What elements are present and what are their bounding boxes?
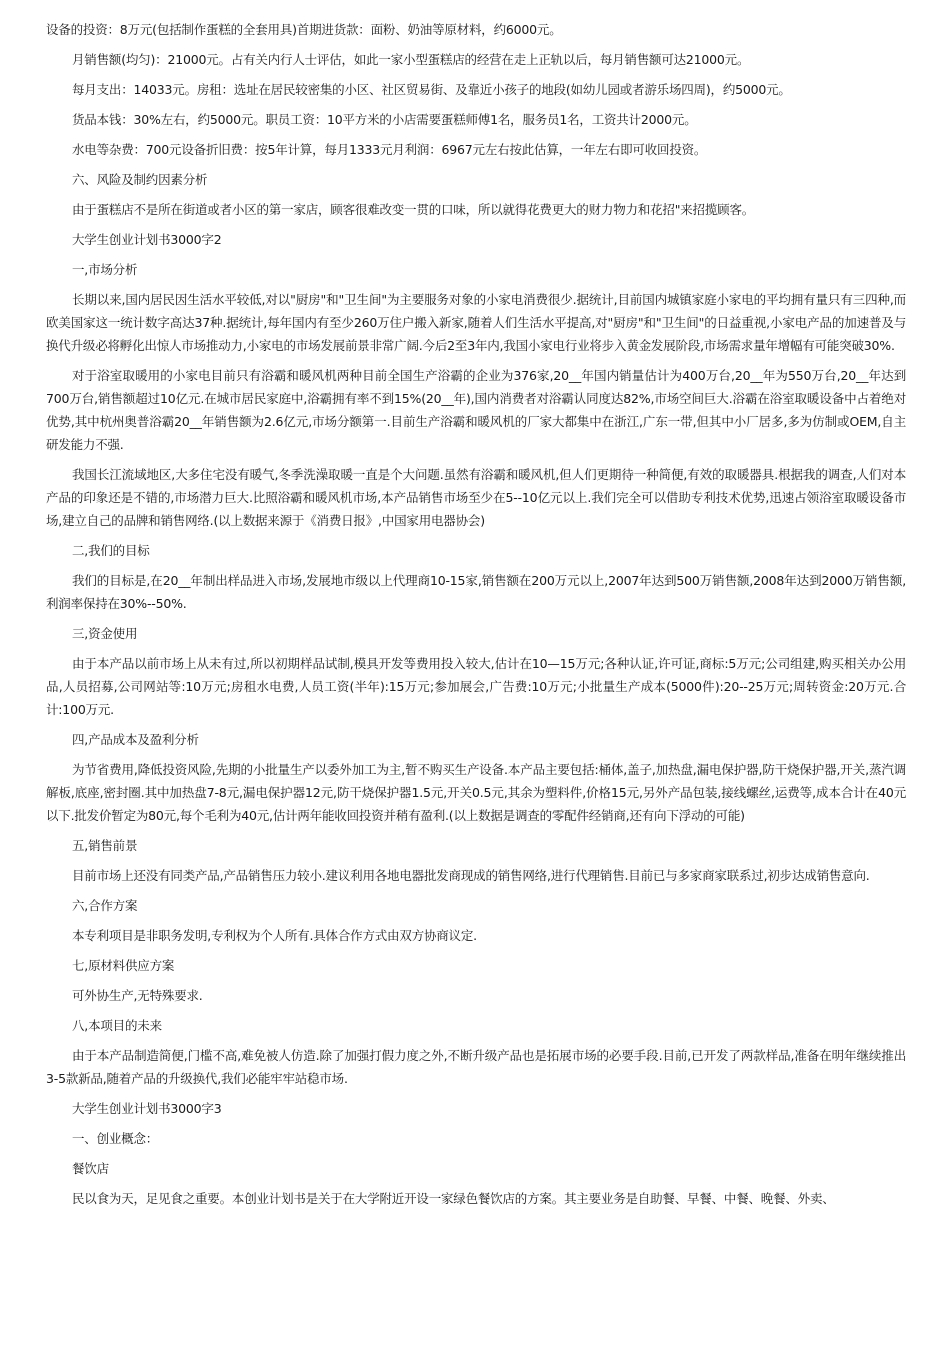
section-heading: 六、风险及制约因素分析 <box>72 172 208 187</box>
section-heading: 四,产品成本及盈利分析 <box>72 732 199 747</box>
paragraph: 对于浴室取暖用的小家电目前只有浴霸和暖风机两种目前全国生产浴霸的企业为376家,20__年国内销量估计为400万台,20__年为550万台,20__年达到700万台,销售额超过10亿元.在城市居民家庭中,浴霸拥有率不到15%(20__年),国内消费者对浴霸认同度达82%,市场空间巨大.浴霸在浴室取暖设备中占着绝对优势,其中杭州奥普浴霸20__年销售额为2.6亿元,市场分额第一.目前生产浴霸和暖风机的厂家大都集中在浙江,广东一带,但其中小厂居多,多为仿制或OEM,自主研发能力不强. <box>46 368 906 452</box>
section-heading: 大学生创业计划书3000字3 <box>72 1101 222 1116</box>
paragraph: 长期以来,国内居民因生活水平较低,对以"厨房"和"卫生间"为主要服务对象的小家电消费很少.据统计,目前国内城镇家庭小家电的平均拥有量只有三四种,而欧美国家这一统计数字高达37种.据统计,每年国内有至少260万住户搬入新家,随着人们生活水平提高,对"厨房"和"卫生间"的日益重视,小家电产品的加速普及与换代升级必将孵化出惊人市场推动力,小家电的市场发展前景非常广阔.今后2至3年内,我国小家电行业将步入黄金发展阶段,市场需求量年增幅有可能突破30%. <box>46 292 906 353</box>
paragraph: 设备的投资：8万元(包括制作蛋糕的全套用具)首期进货款：面粉、奶油等原材料，约6000元。 <box>46 22 562 37</box>
paragraph: 本专利项目是非职务发明,专利权为个人所有.具体合作方式由双方协商议定. <box>72 928 477 943</box>
section-heading: 三,资金使用 <box>72 626 138 641</box>
paragraph: 由于本产品以前市场上从未有过,所以初期样品试制,模具开发等费用投入较大,估计在10—15万元;各种认证,许可证,商标:5万元;公司组建,购买相关办公用品,人员招募,公司网站等:10万元;房租水电费,人员工资(半年):15万元;参加展会,广告费:10万元;小批量生产成本(5000件):20--25万元;周转资金:20万元.合计:100万元. <box>46 656 906 717</box>
section-heading: 餐饮店 <box>72 1161 109 1176</box>
section-heading: 七,原材料供应方案 <box>72 958 175 973</box>
paragraph: 水电等杂费：700元设备折旧费：按5年计算，每月1333元月利润：6967元左右按此估算，一年左右即可收回投资。 <box>72 142 707 157</box>
paragraph: 每月支出：14033元。房租：选址在居民较密集的小区、社区贸易街、及靠近小孩子的地段(如幼儿园或者游乐场四周)，约5000元。 <box>72 82 791 97</box>
paragraph: 由于本产品制造简便,门槛不高,难免被人仿造.除了加强打假力度之外,不断升级产品也是拓展市场的必要手段.目前,已开发了两款样品,准备在明年继续推出3-5款新品,随着产品的升级换代,我们必能牢牢站稳市场. <box>46 1048 906 1086</box>
section-heading: 一,市场分析 <box>72 262 138 277</box>
section-heading: 一、创业概念： <box>72 1131 159 1146</box>
section-heading: 大学生创业计划书3000字2 <box>72 232 222 247</box>
paragraph: 目前市场上还没有同类产品,产品销售压力较小.建议利用各地电器批发商现成的销售网络,进行代理销售.目前已与多家商家联系过,初步达成销售意向. <box>72 868 870 883</box>
section-heading: 二,我们的目标 <box>72 543 150 558</box>
section-heading: 五,销售前景 <box>72 838 138 853</box>
paragraph: 为节省费用,降低投资风险,先期的小批量生产以委外加工为主,暂不购买生产设备.本产品主要包括:桶体,盖子,加热盘,漏电保护器,防干烧保护器,开关,蒸汽调解板,底座,密封圈.其中加热盘7-8元,漏电保护器12元,防干烧保护器1.5元,开关0.5元,其余为塑料件,价格15元,另外产品包装,接线螺丝,运费等,成本合计在40元以下.批发价暂定为80元,每个毛利为40元,估计两年能收回投资并稍有盈利.(以上数据是调查的零配件经销商,还有向下浮动的可能) <box>46 762 906 823</box>
paragraph: 可外协生产,无特殊要求. <box>72 988 203 1003</box>
paragraph: 我们的目标是,在20__年制出样品进入市场,发展地市级以上代理商10-15家,销售额在200万元以上,2007年达到500万销售额,2008年达到2000万销售额,利润率保持在30%--50%. <box>46 573 906 611</box>
document-page <box>46 18 906 1217</box>
paragraph: 货品本钱：30%左右，约5000元。职员工资：10平方米的小店需要蛋糕师傅1名，服务员1名，工资共计2000元。 <box>72 112 697 127</box>
paragraph: 月销售额(均匀)：21000元。占有关内行人士评估，如此一家小型蛋糕店的经营在走上正轨以后，每月销售额可达21000元。 <box>72 52 750 67</box>
section-heading: 六,合作方案 <box>72 898 138 913</box>
paragraph: 由于蛋糕店不是所在街道或者小区的第一家店，顾客很难改变一贯的口味，所以就得花费更大的财力物力和花招"来招揽顾客。 <box>72 202 755 217</box>
paragraph: 我国长江流域地区,大多住宅没有暖气,冬季洗澡取暖一直是个大问题.虽然有浴霸和暖风机,但人们更期待一种简便,有效的取暖器具.根据我的调查,人们对本产品的印象还是不错的,市场潜力巨大.比照浴霸和暖风机市场,本产品销售市场至少在5--10亿元以上.我们完全可以借助专利技术优势,迅速占领浴室取暖设备市场,建立自己的品牌和销售网络.(以上数据来源于《消费日报》,中国家用电器协会) <box>46 467 906 528</box>
section-heading: 八,本项目的未来 <box>72 1018 162 1033</box>
paragraph: 民以食为天，足见食之重要。本创业计划书是关于在大学附近开设一家绿色餐饮店的方案。其主要业务是自助餐、早餐、中餐、晚餐、外卖、 <box>72 1191 835 1206</box>
